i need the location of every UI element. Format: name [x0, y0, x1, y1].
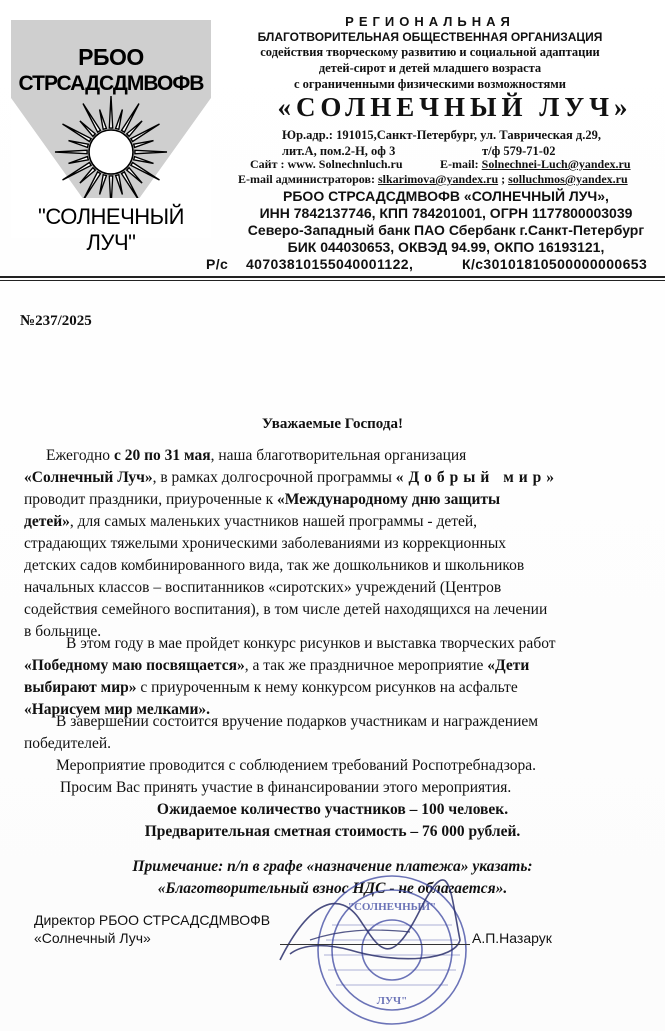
admin-email-link-1[interactable]: slkarimova@yandex.ru: [377, 172, 499, 186]
bold-drawing-contest: «Нарисуем мир мелками».: [24, 701, 211, 718]
bold-holiday-name: «Международному дню защиты: [277, 491, 501, 508]
email-label: E-mail:: [440, 157, 479, 171]
bold-cost: Предварительная сметная стоимость – 76 000 рублей.: [144, 823, 521, 840]
body-line: в больнице.: [24, 623, 102, 640]
expected-participants: [0, 800, 665, 820]
header-org-type: БЛАГОТВОРИТЕЛЬНАЯ ОБЩЕСТВЕННАЯ ОРГАНИЗАЦИЯ: [257, 30, 603, 44]
email-block: [440, 157, 631, 172]
body-line: Мероприятие проводится с соблюдением требований Роспотребнадзора.: [56, 757, 537, 774]
website-label: Сайт : www. Solnechnluch.ru: [250, 157, 403, 171]
address-line2: лит.А, пом.2-Н, оф 3: [282, 144, 396, 158]
handwritten-signature-icon: [250, 880, 480, 990]
signatory-title-line1: Директор РБОО СТРСАДСДМВОФВ: [34, 912, 271, 928]
body-line: страдающих тяжелыми хроническими заболеваниями из коррекционных: [24, 535, 506, 552]
logo-title-line1: РБОО: [78, 44, 144, 70]
header-admin-emails: [238, 172, 658, 187]
document-number: №237/2025: [20, 313, 92, 329]
payment-note-line2: «Благотворительный взнос НДС - не облагается».: [157, 880, 508, 897]
bold-program-name: «Добрый мир»: [395, 469, 560, 486]
text-span: , наша благотворительная организация: [210, 447, 467, 464]
bank-details-line: ИНН 7842137746, КПП 784201001, ОГРН 1177800003039: [259, 205, 633, 221]
admin-email-label: E-mail администраторов:: [238, 172, 375, 186]
stamp-center-text: "СОЛНЕЧНЫЙ": [347, 901, 437, 913]
greeting: Уважаемые Господа!: [262, 416, 403, 432]
bold-holiday-name-end: детей»: [24, 513, 70, 530]
text-span: , а так же праздничное мероприятие: [244, 657, 488, 674]
text-span: Ежегодно: [46, 447, 114, 464]
logo-title-line2: СТРСАДСДМВОФВ: [18, 72, 204, 95]
header-desc-line: с ограниченными физическими возможностями: [294, 77, 566, 91]
header-desc-line: детей-сирот и детей младшего возраста: [318, 61, 542, 75]
bold-org-name: «Солнечный Луч»: [24, 469, 153, 486]
body-line: победителей.: [24, 735, 112, 752]
header-org-name: «СОЛНЕЧНЫЙ ЛУЧ»: [277, 92, 633, 122]
stamp-bottom-text: ЛУЧ": [376, 995, 408, 1007]
phone-number: т/ф 579-71-02: [482, 144, 556, 158]
body-line: [24, 656, 529, 676]
body-line: [24, 678, 518, 698]
bold-contest-name: «Победному маю посвящается»: [24, 657, 245, 674]
bold-participants: Ожидаемое количество участников – 100 человек.: [156, 801, 509, 818]
logo-caption: "СОЛНЕЧНЫЙ ЛУЧ": [38, 204, 184, 255]
body-line: начальных классов – воспитанников «сиротских» учреждений (Центров: [24, 579, 502, 596]
organization-logo: [11, 20, 211, 255]
body-line: [24, 512, 477, 532]
header-region: РЕГИОНАЛЬНАЯ: [345, 14, 515, 29]
rs-label: Р/с: [206, 256, 229, 272]
text-span: , для самых маленьких участников нашей программы - детей,: [69, 513, 478, 530]
email-link[interactable]: Solnechnei-Luch@yandex.ru: [481, 157, 631, 171]
admin-email-separator: ;: [501, 172, 506, 186]
signature-line: [280, 944, 470, 945]
body-line: [46, 446, 466, 466]
body-line: [24, 468, 559, 488]
bank-details-line: Северо-Западный банк ПАО Сбербанк г.Санкт-Петербург: [247, 222, 645, 238]
header-contacts: [250, 157, 660, 172]
bold-dates: с 20 по 31 мая: [113, 447, 211, 464]
body-line: содействия семейного воспитания), в том числе детей находящихся на лечении: [24, 601, 548, 618]
header-divider-thin: [0, 280, 665, 281]
body-line: В завершении состоится вручение подарков участникам и награждением: [56, 713, 539, 730]
bold-event-name: «Дети: [487, 657, 530, 674]
header-desc-line: содействия творческому развитию и социальной адаптации: [260, 45, 600, 59]
payment-note-line1: Примечание: п/п в графе «назначение платежа» указать:: [132, 858, 533, 875]
signatory-title-line2: «Солнечный Луч»: [34, 930, 151, 946]
bank-details-line: РБОО СТРСАДСДМВОФВ «СОЛНЕЧНЫЙ ЛУЧ»,: [283, 188, 609, 204]
body-line: В этом году в мае пройдет конкурс рисунков и выставка творческих работ: [66, 635, 556, 652]
bank-details-line: БИК 044030653, ОКВЭД 94.99, ОКПО 16193121,: [287, 239, 605, 255]
text-span: , в рамках долгосрочной программы: [152, 469, 396, 486]
header-divider: [0, 276, 665, 278]
text-span: с приуроченным к нему конкурсом рисунков на асфальте: [136, 679, 518, 696]
body-line: детских садов комбинированного вида, так же дошкольников и школьников: [24, 557, 525, 574]
estimated-cost: [0, 822, 665, 842]
bold-event-name-end: выбирают мир»: [24, 679, 137, 696]
ks-value: К/с30101810500000000653: [462, 256, 648, 272]
body-line: Просим Вас принять участие в финансировании этого мероприятия.: [60, 779, 512, 796]
signatory-name: А.П.Назарук: [472, 930, 552, 946]
text-span: проводит праздники, приуроченные к: [24, 491, 277, 508]
body-line: [24, 490, 500, 510]
rs-value: 40703810155040001122,: [246, 256, 414, 272]
bank-accounts: [206, 256, 662, 272]
admin-email-link-2[interactable]: solluchmos@yandex.ru: [508, 172, 628, 186]
header-address-line1: Юр.адр.: 191015,Санкт-Петербург, ул. Таврическая д.29,: [282, 128, 602, 142]
